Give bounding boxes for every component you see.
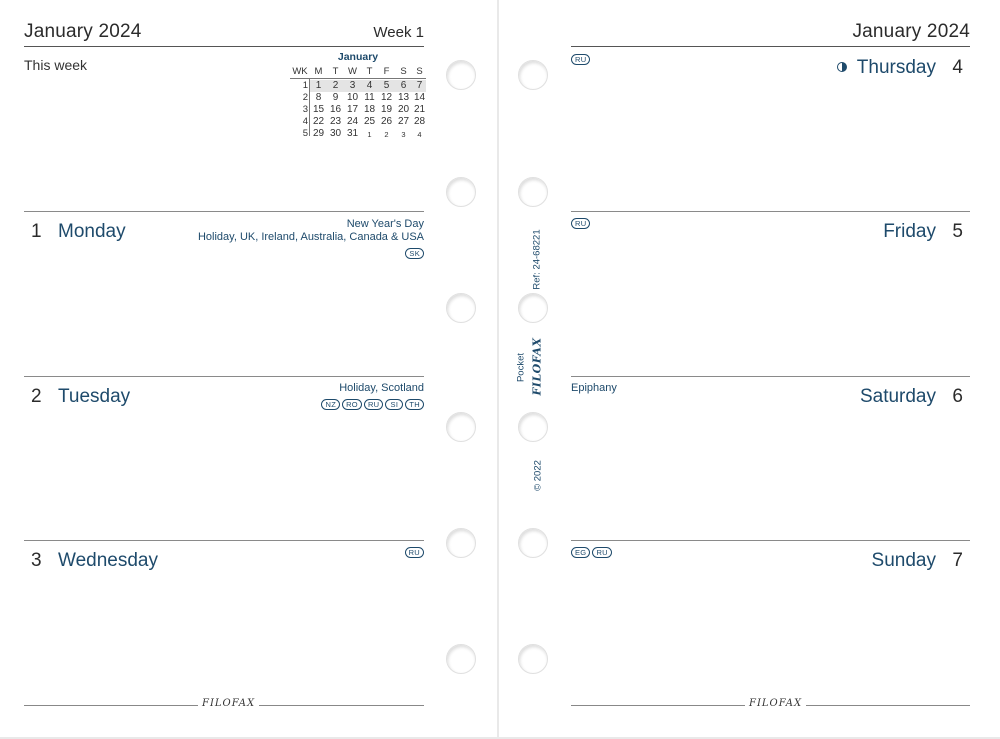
page-title: January 2024 [24,21,142,42]
first-quarter-moon-icon [837,62,847,72]
header-rule [571,46,970,47]
calendar-day: 6 [400,80,407,91]
day-number-sunday: 7 [952,550,963,571]
calendar-day: 31 [346,128,359,139]
mini-calendar-month: January [337,51,379,63]
calendar-day: 15 [312,104,325,115]
weekday-header: M [314,66,323,77]
calendar-day: 26 [380,116,393,127]
header-rule [24,46,424,47]
filofax-spine-logo: FILOFAX [530,337,544,396]
calendar-day: 8 [315,92,322,103]
country-badge: RU [592,547,611,558]
day-number-wednesday: 3 [31,550,42,571]
weekday-header: T [366,66,373,77]
country-badge: RU [405,547,424,558]
country-badges [571,218,590,229]
calendar-day: 22 [312,116,325,127]
weekday-header: T [332,66,339,77]
calendar-day: 10 [346,92,359,103]
left-page [0,0,497,737]
calendar-day: 21 [413,104,426,115]
day-number-saturday: 6 [952,386,963,407]
calendar-day: 1 [315,80,322,91]
page-title: January 2024 [852,21,970,42]
weekday-header: W [348,66,357,77]
day-divider [24,540,424,541]
ring-hole [446,412,476,442]
calendar-day: 3 [401,130,406,139]
calendar-day: 29 [312,128,325,139]
weekday-header: S [416,66,423,77]
day-name-friday: Friday [883,221,936,242]
calendar-day: 2 [384,130,389,139]
day-divider [24,211,424,212]
day-divider [571,376,970,377]
day-name-thursday: Thursday [856,57,936,78]
ring-hole [518,528,548,558]
week-number: 2 [302,92,308,103]
copyright: © 2022 [532,460,544,491]
week-number: 3 [302,104,308,115]
ring-hole [518,60,548,90]
calendar-day: 4 [366,80,373,91]
calendar-day: 18 [363,104,376,115]
calendar-day: 16 [329,104,342,115]
country-badge: EG [571,547,590,558]
weekday-header: F [383,66,390,77]
size-label: Pocket [515,352,527,383]
week-number: 5 [302,128,308,139]
ring-hole [446,60,476,90]
day-number-tuesday: 2 [31,386,42,407]
ring-hole [446,644,476,674]
country-badge: RU [571,54,590,65]
ring-hole [518,412,548,442]
calendar-day: 7 [416,80,423,91]
this-week-label: This week [24,57,88,73]
calendar-day: 11 [364,92,375,103]
day-number-thursday: 4 [952,57,963,78]
ring-hole [446,293,476,323]
country-badges [405,248,424,259]
calendar-day: 5 [383,80,390,91]
holiday-note: Holiday, Scotland [339,382,424,394]
calendar-day: 4 [417,130,422,139]
calendar-day: 13 [397,92,410,103]
calendar-day: 3 [349,80,356,91]
country-badge: TH [405,399,424,410]
calendar-day: 23 [329,116,342,127]
filofax-logo: FILOFAX [198,698,259,709]
day-number-monday: 1 [31,221,42,242]
calendar-day: 30 [329,128,342,139]
calendar-day: 14 [413,92,426,103]
calendar-day: 12 [380,92,393,103]
calendar-day: 25 [363,116,376,127]
day-name-sunday: Sunday [871,550,936,571]
holiday-note: Epiphany [571,382,617,394]
calendar-day: 19 [380,104,393,115]
day-number-friday: 5 [952,221,963,242]
calendar-day: 2 [332,80,339,91]
ring-hole [518,644,548,674]
weekday-header: S [400,66,407,77]
day-divider [571,211,970,212]
ring-hole [518,177,548,207]
holiday-note: New Year's Day [346,218,424,230]
country-badge: RU [364,399,383,410]
country-badge: NZ [321,399,340,410]
week-label: Week 1 [373,24,424,41]
country-badges [571,547,612,558]
country-badges [321,399,424,410]
country-badge: SI [385,399,403,410]
calendar-day: 17 [346,104,359,115]
mini-calendar-divider [290,78,426,79]
country-badges [405,547,424,558]
filofax-logo: FILOFAX [745,698,806,709]
day-name-monday: Monday [58,221,126,242]
day-name-tuesday: Tuesday [58,386,131,407]
ref-number: Ref: 24-68221 [531,229,543,290]
day-name-saturday: Saturday [859,386,936,407]
day-divider [24,376,424,377]
calendar-day: 28 [413,116,426,127]
calendar-day: 24 [346,116,359,127]
weekday-header: WK [292,66,308,77]
week-number: 1 [302,80,308,91]
calendar-day: 20 [397,104,410,115]
day-divider [571,540,970,541]
country-badge: RO [342,399,362,410]
holiday-note: Holiday, UK, Ireland, Australia, Canada & USA [197,231,424,243]
ring-hole [446,177,476,207]
week-number: 4 [302,116,308,127]
day-name-wednesday: Wednesday [58,550,158,571]
calendar-day: 9 [332,92,339,103]
ring-hole [446,528,476,558]
calendar-day: 27 [397,116,410,127]
right-page [499,0,1000,737]
calendar-day: 1 [367,130,372,139]
country-badge: SK [405,248,424,259]
country-badge: RU [571,218,590,229]
country-badges [571,54,590,65]
